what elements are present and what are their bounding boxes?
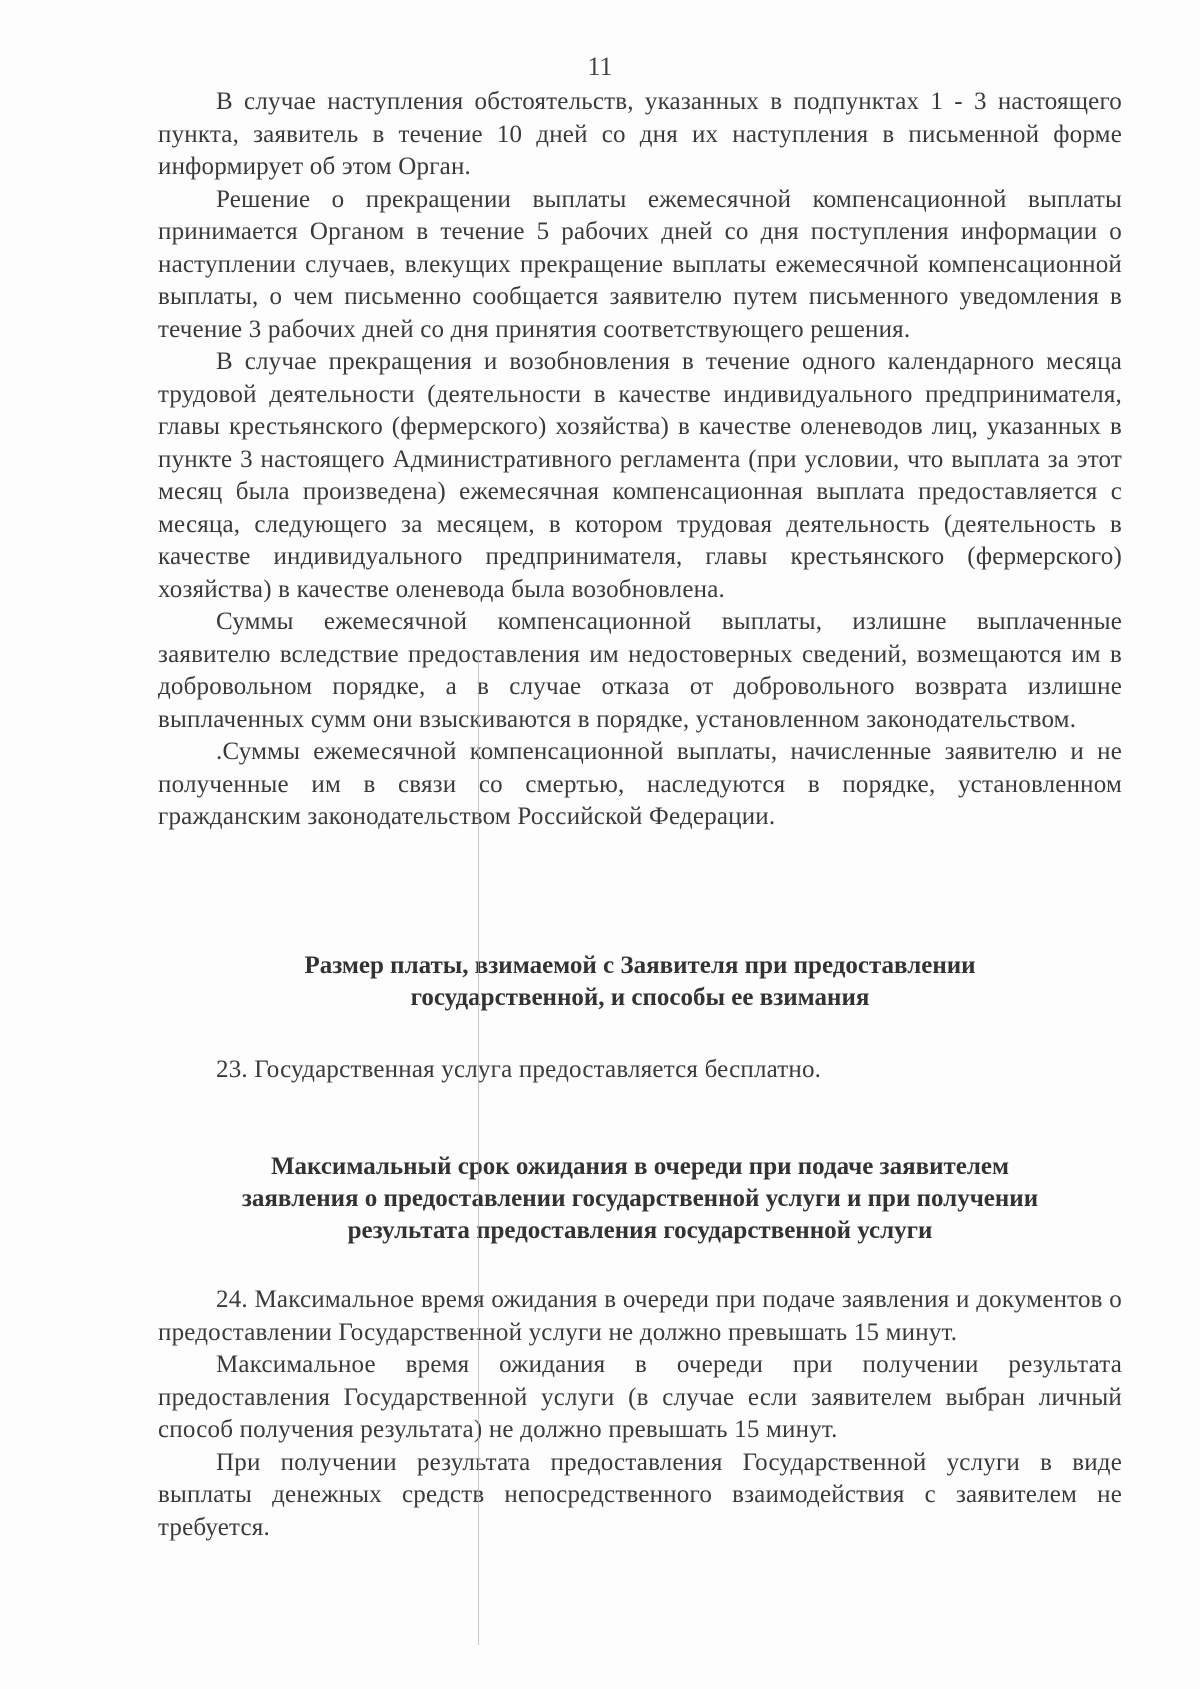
page-number: 11 — [587, 52, 613, 81]
heading-waiting-line-2: заявления о предоставлении государственной услуги и при получении — [241, 1185, 1039, 1212]
paragraph-free-service: 23. Государственная услуга предоставляется бесплатно. — [216, 1056, 822, 1083]
section-termination — [158, 86, 1122, 834]
section-waiting-time — [158, 1151, 1122, 1247]
scan-fold-line — [478, 655, 479, 1645]
paragraph-overpayment: Суммы ежемесячной компенсационной выплаты, излишне выплаченные заявителю вследствие предоставления им недостоверных сведений, возмещаются им в добровольном порядке, а в случае отказа от добровольного возврата излишне выплаченных сумм они взыскиваются в порядке, установленном законодательством. — [158, 608, 1122, 733]
section-waiting-body — [158, 1284, 1122, 1544]
heading-waiting-line-3: результата предоставления государственной услуги — [347, 1217, 933, 1244]
paragraph-cash-payment: При получении результата предоставления Государственной услуги в виде выплаты денежных средств непосредственного взаимодействия с заявителем не требуется. — [158, 1448, 1122, 1541]
paragraph-termination-decision: Решение о прекращении выплаты ежемесячной компенсационной выплаты принимается Органом в течение 5 рабочих дней со дня поступления информации о наступлении случаев, влекущих прекращение выплаты ежемесячной компенсационной выплаты, о чем письменно сообщается заявителю путем письменного уведомления в течение 3 рабочих дней со дня принятия соответствующего решения. — [158, 185, 1122, 343]
paragraph-resumption: В случае прекращения и возобновления в течение одного календарного месяца трудовой деятельности (деятельности в качестве индивидуального предпринимателя, главы крестьянского (фермерского) хозяйства) в качестве оленеводов лиц, указанных в пункте 3 настоящего Административного регламента (при условии, что выплата за этот месяц была произведена) ежемесячная компенсационная выплата предоставляется с месяца, следующего за месяцем, в котором трудовая деятельность (деятельность в качестве индивидуального предпринимателя, главы крестьянского (фермерского) хозяйства) в качестве оленевода была возобновлена. — [158, 348, 1122, 603]
paragraph-inheritance: .Суммы ежемесячной компенсационной выплаты, начисленные заявителю и не полученные им в связи со смертью, наследуются в порядке, установленном гражданским законодательством Российской Федерации. — [158, 738, 1122, 830]
section-fee — [158, 950, 1122, 1014]
heading-waiting-line-1: Максимальный срок ожидания в очереди при подаче заявителем — [270, 1153, 1010, 1180]
paragraph-waiting-result: Максимальное время ожидания в очереди при получении результата предоставления Государственной услуги (в случае если заявителем выбран личный способ получения результата) не должно превышать 15 минут. — [158, 1351, 1122, 1443]
section-fee-body — [158, 1054, 1122, 1087]
paragraph-notification: В случае наступления обстоятельств, указанных в подпунктах 1 - 3 настоящего пункта, заявитель в течение 10 дней со дня их наступления в письменной форме информирует об этом Орган. — [158, 88, 1122, 180]
heading-fee-line-2: государственной, и способы ее взимания — [410, 984, 870, 1011]
paragraph-waiting-application: 24. Максимальное время ожидания в очереди при подаче заявления и документов о предоставлении Государственной услуги не должно превышать 15 минут. — [158, 1286, 1122, 1346]
heading-fee-line-1: Размер платы, взимаемой с Заявителя при предоставлении — [304, 952, 976, 979]
